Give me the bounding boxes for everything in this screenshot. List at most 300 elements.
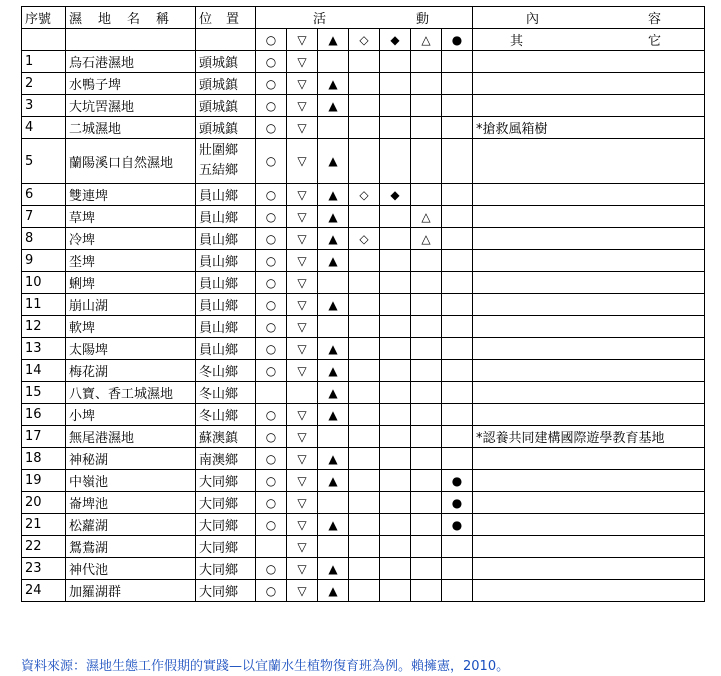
table-row <box>22 558 705 580</box>
location: 員山鄉 <box>196 316 256 338</box>
activity-mark: ○ <box>256 448 287 470</box>
location: 員山鄉 <box>196 272 256 294</box>
activity-mark: ▽ <box>287 492 318 514</box>
header-activity: 活 動 <box>256 7 473 29</box>
other-note <box>473 95 705 117</box>
activity-mark <box>349 250 380 272</box>
symbol-filled-circle-icon: ● <box>442 29 473 51</box>
location: 冬山鄉 <box>196 360 256 382</box>
activity-mark <box>349 404 380 426</box>
table-row <box>22 228 705 250</box>
row-number: 23 <box>22 558 66 580</box>
activity-mark <box>380 117 411 139</box>
location: 員山鄉 <box>196 228 256 250</box>
activity-mark <box>380 272 411 294</box>
activity-mark <box>442 404 473 426</box>
activity-mark: ▲ <box>318 558 349 580</box>
activity-mark: ○ <box>256 514 287 536</box>
activity-mark <box>349 95 380 117</box>
symbol-circle-icon: ○ <box>256 29 287 51</box>
header-row <box>22 7 705 29</box>
table-row <box>22 117 705 139</box>
activity-mark <box>411 382 442 404</box>
activity-mark: ▲ <box>318 184 349 206</box>
activity-mark <box>442 250 473 272</box>
row-number: 22 <box>22 536 66 558</box>
activity-mark: ▲ <box>318 470 349 492</box>
row-number: 4 <box>22 117 66 139</box>
activity-mark <box>349 426 380 448</box>
other-note <box>473 360 705 382</box>
activity-mark <box>442 73 473 95</box>
activity-mark <box>411 316 442 338</box>
wetland-name: 軟埤 <box>66 316 196 338</box>
activity-mark: ○ <box>256 73 287 95</box>
activity-mark <box>349 51 380 73</box>
activity-mark: ▽ <box>287 536 318 558</box>
activity-mark <box>380 404 411 426</box>
location: 南澳鄉 <box>196 448 256 470</box>
activity-mark <box>380 206 411 228</box>
activity-mark <box>442 316 473 338</box>
activity-mark <box>380 228 411 250</box>
activity-mark: ▲ <box>318 580 349 602</box>
wetland-name: 冷埤 <box>66 228 196 250</box>
table-row <box>22 426 705 448</box>
wetland-name: 梅花湖 <box>66 360 196 382</box>
activity-mark <box>380 360 411 382</box>
table-row <box>22 316 705 338</box>
wetland-name: 大坑罟濕地 <box>66 95 196 117</box>
activity-mark <box>411 139 442 184</box>
activity-mark: ○ <box>256 95 287 117</box>
activity-mark <box>349 73 380 95</box>
row-number: 1 <box>22 51 66 73</box>
activity-mark: ▽ <box>287 470 318 492</box>
activity-mark <box>380 139 411 184</box>
activity-mark <box>380 294 411 316</box>
activity-mark <box>349 492 380 514</box>
wetland-name: 鴛鴦湖 <box>66 536 196 558</box>
symbol-up-triangle-icon: △ <box>411 29 442 51</box>
activity-mark <box>380 426 411 448</box>
activity-mark <box>411 250 442 272</box>
activity-mark <box>380 470 411 492</box>
location: 頭城鎮 <box>196 95 256 117</box>
other-note <box>473 73 705 95</box>
activity-mark <box>380 316 411 338</box>
table-row <box>22 206 705 228</box>
activity-mark: ▽ <box>287 73 318 95</box>
activity-mark <box>380 492 411 514</box>
location: 冬山鄉 <box>196 382 256 404</box>
wetland-name: 水鴨子埤 <box>66 73 196 95</box>
activity-mark <box>349 382 380 404</box>
symbol-header-row <box>22 29 705 51</box>
activity-mark: ▽ <box>287 139 318 184</box>
activity-mark <box>442 448 473 470</box>
activity-mark <box>349 338 380 360</box>
activity-mark <box>442 558 473 580</box>
table-row <box>22 492 705 514</box>
row-number: 10 <box>22 272 66 294</box>
activity-mark <box>442 426 473 448</box>
activity-mark <box>442 228 473 250</box>
row-number: 19 <box>22 470 66 492</box>
activity-mark: ○ <box>256 294 287 316</box>
activity-mark <box>349 470 380 492</box>
activity-mark: ▽ <box>287 294 318 316</box>
activity-mark: ▲ <box>318 360 349 382</box>
wetland-name: 雙連埤 <box>66 184 196 206</box>
activity-mark: ○ <box>256 228 287 250</box>
table-row <box>22 73 705 95</box>
activity-mark: ▲ <box>318 206 349 228</box>
wetland-name: 神秘湖 <box>66 448 196 470</box>
activity-mark: ▲ <box>318 404 349 426</box>
activity-mark <box>442 206 473 228</box>
table-row <box>22 184 705 206</box>
activity-mark <box>411 470 442 492</box>
activity-mark <box>318 426 349 448</box>
activity-mark <box>442 117 473 139</box>
other-note <box>473 51 705 73</box>
activity-mark: ▲ <box>318 294 349 316</box>
other-note <box>473 558 705 580</box>
activity-mark <box>349 139 380 184</box>
activity-mark <box>318 272 349 294</box>
row-number: 8 <box>22 228 66 250</box>
row-number: 16 <box>22 404 66 426</box>
wetland-name: 崙埤池 <box>66 492 196 514</box>
header-other: 其 它 <box>473 29 705 51</box>
other-note <box>473 206 705 228</box>
table-row <box>22 95 705 117</box>
wetland-name: 蜊埤 <box>66 272 196 294</box>
wetland-name: 二城濕地 <box>66 117 196 139</box>
activity-mark <box>349 558 380 580</box>
activity-mark <box>442 338 473 360</box>
row-number: 14 <box>22 360 66 382</box>
row-number: 15 <box>22 382 66 404</box>
activity-mark <box>442 272 473 294</box>
activity-mark: ○ <box>256 492 287 514</box>
row-number: 11 <box>22 294 66 316</box>
other-note <box>473 316 705 338</box>
activity-mark <box>380 51 411 73</box>
activity-mark: ▽ <box>287 448 318 470</box>
wetland-name: 神代池 <box>66 558 196 580</box>
wetland-name: 崩山湖 <box>66 294 196 316</box>
activity-mark: △ <box>411 206 442 228</box>
activity-mark <box>349 536 380 558</box>
other-note <box>473 250 705 272</box>
wetland-activity-table <box>21 6 705 602</box>
wetland-name: 八寶、香工城濕地 <box>66 382 196 404</box>
symbol-down-triangle-icon: ▽ <box>287 29 318 51</box>
activity-mark <box>411 514 442 536</box>
activity-mark: ○ <box>256 206 287 228</box>
wetland-name: 烏石港濕地 <box>66 51 196 73</box>
activity-mark <box>380 514 411 536</box>
activity-mark <box>380 448 411 470</box>
activity-mark <box>256 382 287 404</box>
row-number: 21 <box>22 514 66 536</box>
activity-mark <box>442 184 473 206</box>
activity-mark: ▽ <box>287 250 318 272</box>
activity-mark <box>380 536 411 558</box>
location: 冬山鄉 <box>196 404 256 426</box>
source-citation: 資料來源：濕地生態工作假期的實踐—以宜蘭水生植物復育班為例。賴擁憲，2010。 <box>21 659 510 674</box>
activity-mark <box>411 95 442 117</box>
activity-mark <box>349 316 380 338</box>
activity-mark <box>411 272 442 294</box>
activity-mark <box>411 338 442 360</box>
table-row <box>22 580 705 602</box>
activity-mark: ▽ <box>287 316 318 338</box>
activity-mark: ▲ <box>318 73 349 95</box>
activity-mark <box>411 117 442 139</box>
activity-mark: ○ <box>256 558 287 580</box>
activity-mark <box>380 95 411 117</box>
activity-mark: ◆ <box>380 184 411 206</box>
symbol-filled-diamond-icon: ◆ <box>380 29 411 51</box>
table-row <box>22 404 705 426</box>
activity-mark: ▲ <box>318 139 349 184</box>
row-number: 12 <box>22 316 66 338</box>
activity-mark: ○ <box>256 117 287 139</box>
row-number: 13 <box>22 338 66 360</box>
activity-mark: ◇ <box>349 184 380 206</box>
activity-mark <box>442 580 473 602</box>
activity-mark <box>318 51 349 73</box>
activity-mark <box>380 382 411 404</box>
activity-mark: ○ <box>256 272 287 294</box>
activity-mark: ▽ <box>287 117 318 139</box>
activity-mark <box>349 514 380 536</box>
activity-mark: ○ <box>256 250 287 272</box>
symbol-filled-triangle-icon: ▲ <box>318 29 349 51</box>
table-row <box>22 294 705 316</box>
other-note <box>473 514 705 536</box>
location <box>196 139 256 184</box>
wetland-name: 無尾港濕地 <box>66 426 196 448</box>
location: 大同鄉 <box>196 470 256 492</box>
location: 員山鄉 <box>196 294 256 316</box>
activity-mark: ▽ <box>287 272 318 294</box>
activity-mark <box>318 316 349 338</box>
other-note <box>473 404 705 426</box>
table-row <box>22 470 705 492</box>
activity-mark <box>411 492 442 514</box>
wetland-name: 中嶺池 <box>66 470 196 492</box>
table-row <box>22 51 705 73</box>
activity-mark: ○ <box>256 470 287 492</box>
activity-mark <box>442 51 473 73</box>
activity-mark <box>411 404 442 426</box>
activity-mark: ▲ <box>318 250 349 272</box>
location: 員山鄉 <box>196 206 256 228</box>
activity-mark <box>411 294 442 316</box>
location: 頭城鎮 <box>196 73 256 95</box>
activity-mark <box>318 536 349 558</box>
activity-mark: ▽ <box>287 404 318 426</box>
activity-mark: ○ <box>256 51 287 73</box>
other-note <box>473 492 705 514</box>
location: 頭城鎮 <box>196 51 256 73</box>
activity-mark: ○ <box>256 580 287 602</box>
other-note <box>473 470 705 492</box>
symbol-diamond-icon: ◇ <box>349 29 380 51</box>
other-note <box>473 294 705 316</box>
activity-mark: ● <box>442 470 473 492</box>
activity-mark <box>349 360 380 382</box>
location: 大同鄉 <box>196 536 256 558</box>
activity-mark: ▽ <box>287 95 318 117</box>
row-number: 18 <box>22 448 66 470</box>
table-row <box>22 382 705 404</box>
location: 員山鄉 <box>196 250 256 272</box>
header-seq: 序號 <box>22 7 66 29</box>
activity-mark: ○ <box>256 360 287 382</box>
row-number: 2 <box>22 73 66 95</box>
activity-mark: ▽ <box>287 558 318 580</box>
activity-mark <box>349 206 380 228</box>
wetland-name: 蘭陽溪口自然濕地 <box>66 139 196 184</box>
activity-mark <box>411 558 442 580</box>
activity-mark: ○ <box>256 426 287 448</box>
other-note <box>473 139 705 184</box>
header-location: 位 置 <box>196 7 256 29</box>
table-row <box>22 536 705 558</box>
wetland-name: 松蘿湖 <box>66 514 196 536</box>
table-row <box>22 272 705 294</box>
activity-mark: ▽ <box>287 184 318 206</box>
activity-mark <box>318 117 349 139</box>
activity-mark: ▲ <box>318 514 349 536</box>
activity-mark: ● <box>442 492 473 514</box>
activity-mark <box>349 294 380 316</box>
location: 大同鄉 <box>196 492 256 514</box>
activity-mark: ▽ <box>287 338 318 360</box>
other-note <box>473 382 705 404</box>
activity-mark <box>318 492 349 514</box>
table-row <box>22 514 705 536</box>
activity-mark: ● <box>442 514 473 536</box>
activity-mark: ○ <box>256 184 287 206</box>
other-note: *搶救風箱樹 <box>473 117 705 139</box>
activity-mark <box>380 250 411 272</box>
activity-mark: ○ <box>256 316 287 338</box>
activity-mark <box>380 338 411 360</box>
row-number: 7 <box>22 206 66 228</box>
activity-mark <box>411 580 442 602</box>
other-note <box>473 272 705 294</box>
header-content: 內 容 <box>473 7 705 29</box>
row-number: 20 <box>22 492 66 514</box>
activity-mark <box>411 73 442 95</box>
activity-mark <box>411 184 442 206</box>
activity-mark <box>411 448 442 470</box>
location: 員山鄉 <box>196 338 256 360</box>
other-note <box>473 448 705 470</box>
activity-mark: ▽ <box>287 360 318 382</box>
location: 大同鄉 <box>196 580 256 602</box>
activity-mark <box>349 448 380 470</box>
table-row <box>22 338 705 360</box>
activity-mark <box>442 95 473 117</box>
other-note <box>473 228 705 250</box>
activity-mark <box>442 294 473 316</box>
activity-mark <box>442 360 473 382</box>
other-note <box>473 580 705 602</box>
activity-mark <box>442 382 473 404</box>
wetland-name: 太陽埤 <box>66 338 196 360</box>
other-note <box>473 338 705 360</box>
activity-mark <box>287 382 318 404</box>
row-number: 3 <box>22 95 66 117</box>
location: 蘇澳鎮 <box>196 426 256 448</box>
wetland-name: 坔埤 <box>66 250 196 272</box>
row-number: 24 <box>22 580 66 602</box>
activity-mark: ▽ <box>287 514 318 536</box>
activity-mark <box>411 426 442 448</box>
wetland-name: 加羅湖群 <box>66 580 196 602</box>
row-number: 17 <box>22 426 66 448</box>
other-note: *認養共同建構國際遊學教育基地 <box>473 426 705 448</box>
activity-mark: ▽ <box>287 228 318 250</box>
activity-mark: ▲ <box>318 382 349 404</box>
activity-mark <box>380 73 411 95</box>
activity-mark: ○ <box>256 404 287 426</box>
wetland-name: 草埤 <box>66 206 196 228</box>
table-row <box>22 139 705 184</box>
table-row <box>22 250 705 272</box>
activity-mark <box>349 117 380 139</box>
location-line-1: 壯圍鄉 <box>199 143 239 158</box>
other-note <box>473 184 705 206</box>
activity-mark: ▽ <box>287 51 318 73</box>
location: 大同鄉 <box>196 514 256 536</box>
activity-mark <box>380 580 411 602</box>
activity-mark: △ <box>411 228 442 250</box>
activity-mark <box>349 272 380 294</box>
activity-mark: ▲ <box>318 448 349 470</box>
row-number: 6 <box>22 184 66 206</box>
location-line-2: 五結鄉 <box>199 163 239 178</box>
location: 員山鄉 <box>196 184 256 206</box>
activity-mark: ◇ <box>349 228 380 250</box>
activity-mark: ▽ <box>287 206 318 228</box>
header-wetland-name: 濕 地 名 稱 <box>66 7 196 29</box>
activity-mark <box>380 558 411 580</box>
activity-mark: ▽ <box>287 580 318 602</box>
activity-mark: ▲ <box>318 338 349 360</box>
activity-mark <box>411 360 442 382</box>
row-number: 9 <box>22 250 66 272</box>
activity-mark: ▲ <box>318 228 349 250</box>
activity-mark <box>411 536 442 558</box>
activity-mark <box>349 580 380 602</box>
table-row <box>22 448 705 470</box>
activity-mark: ▲ <box>318 95 349 117</box>
activity-mark: ▽ <box>287 426 318 448</box>
location: 頭城鎮 <box>196 117 256 139</box>
activity-mark: ○ <box>256 338 287 360</box>
activity-mark <box>411 51 442 73</box>
row-number: 5 <box>22 139 66 184</box>
activity-mark <box>442 139 473 184</box>
